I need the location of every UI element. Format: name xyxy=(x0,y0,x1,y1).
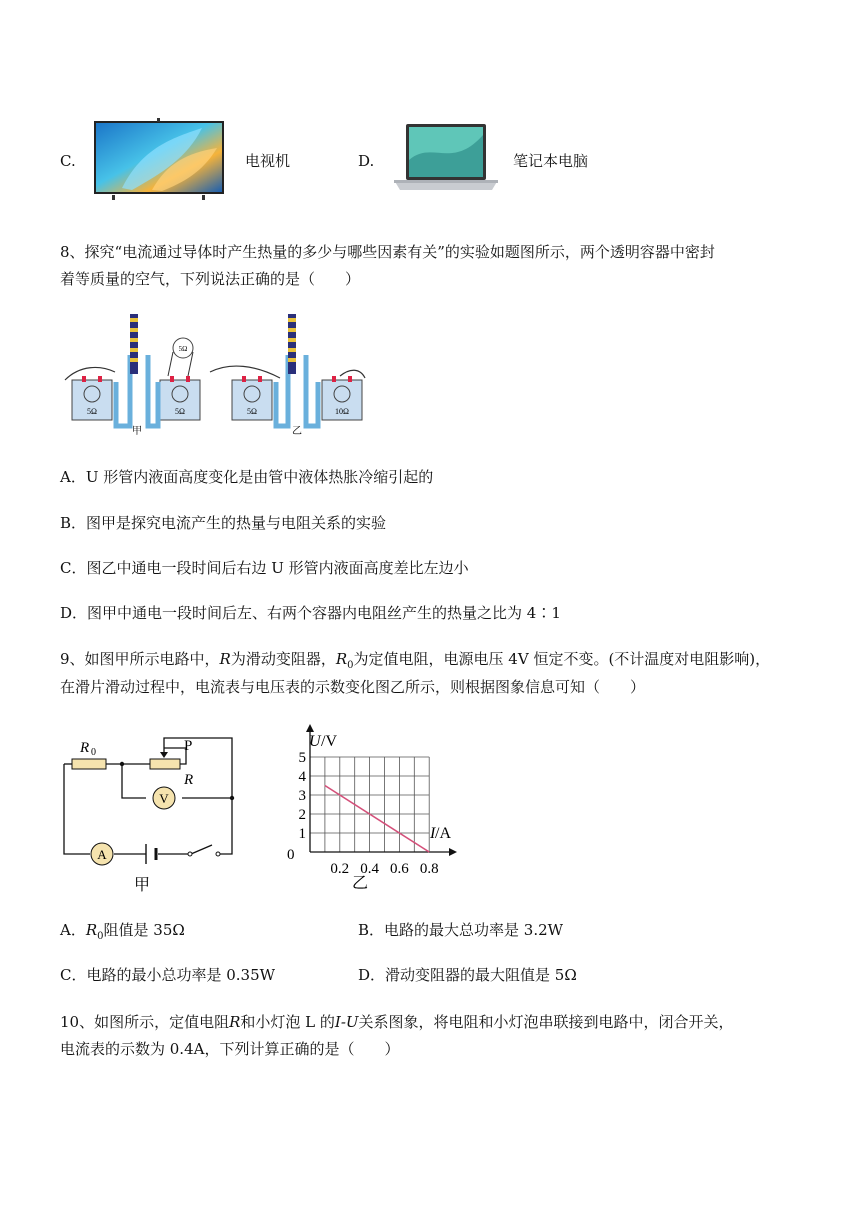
jia-right-resistor: 5Ω xyxy=(175,407,185,416)
q8-stem-line1: 8、探究“电流通过导体时产生热量的多少与哪些因素有关”的实验如题图所示，两个透明容器中密封 xyxy=(60,243,715,261)
tv-image xyxy=(92,118,226,202)
q9-stem-part3: 为定值电阻，电源电压 4V 恒定不变。(不计温度对电阻影响)， xyxy=(353,650,771,668)
q9-option-a-prefix: A． xyxy=(60,921,86,939)
ammeter-label: A xyxy=(97,847,107,862)
graph-y-tick-label: 3 xyxy=(298,788,306,804)
graph-origin: 0 xyxy=(287,847,295,863)
q9-option-a-text: 阻值是 35Ω xyxy=(103,921,185,939)
q7-option-c-text: 电视机 xyxy=(245,152,291,170)
jia-top-resistor: 5Ω xyxy=(178,345,188,353)
q10-stem-r: R xyxy=(229,1013,241,1031)
jia-caption: 甲 xyxy=(132,426,142,437)
q9-circuit xyxy=(60,728,250,893)
graph-x-tick-label: 0.4 xyxy=(360,861,379,877)
graph-y-label-unit: /V xyxy=(321,733,337,750)
jia-left-resistor: 5Ω xyxy=(87,407,97,416)
yi-caption: 乙 xyxy=(292,426,302,437)
graph-x-arrow xyxy=(449,848,457,856)
graph-x-tick-label: 0.6 xyxy=(390,861,409,877)
laptop-image xyxy=(392,120,500,200)
graph-x-tick-label: 0.2 xyxy=(330,861,350,877)
yi-left-resistor: 5Ω xyxy=(247,407,257,416)
q8-stem-line2: 着等质量的空气，下列说法正确的是（ ） xyxy=(60,270,361,288)
graph-x-tick-label: 0.8 xyxy=(419,861,439,877)
q7-option-d-letter: D. xyxy=(358,152,375,170)
q9-stem-line1 xyxy=(60,648,770,671)
q8-option-c: C．图乙中通电一段时间后右边 U 形管内液面高度差比左边小 xyxy=(60,559,469,577)
rheostat-label: R xyxy=(184,772,194,788)
q9-option-b: B．电路的最大总功率是 3.2W xyxy=(358,921,564,939)
q10-stem-iu: I-U xyxy=(334,1013,359,1031)
q10-stem-line2: 电流表的示数为 0.4A，下列计算正确的是（ ） xyxy=(60,1040,400,1058)
q9-option-a xyxy=(60,919,185,942)
q9-stem-part2: 为滑动变阻器， xyxy=(230,650,336,668)
r0-label: R xyxy=(80,740,90,756)
graph-y-tick-label: 1 xyxy=(298,826,306,842)
q10-stem-part2: 和小灯泡 L 的 xyxy=(240,1013,335,1031)
circuit-caption: 甲 xyxy=(133,877,151,893)
q9-option-c: C．电路的最小总功率是 0.35W xyxy=(60,966,276,984)
q8-option-d: D．图甲中通电一段时间后左、右两个容器内电阻丝产生的热量之比为 4∶1 xyxy=(60,604,561,622)
q10-stem-part1: 10、如图所示，定值电阻 xyxy=(60,1013,230,1031)
r0-label-sub: 0 xyxy=(91,747,96,758)
q9-graph xyxy=(280,718,460,893)
graph-grid xyxy=(310,757,429,852)
graph-series-line xyxy=(325,786,429,853)
graph-y-tick-label: 2 xyxy=(298,807,306,823)
voltmeter-label: V xyxy=(159,791,169,806)
graph-y-arrow xyxy=(306,724,314,732)
graph-y-label-var: U xyxy=(309,733,321,750)
q10-stem-part3: 关系图象，将电阻和小灯泡串联接到电路中，闭合开关， xyxy=(358,1013,734,1031)
q9-stem-r0: R xyxy=(335,650,348,668)
graph-caption: 乙 xyxy=(351,875,369,892)
yi-right-resistor: 10Ω xyxy=(335,407,349,416)
q8-option-b: B．图甲是探究电流产生的热量与电阻关系的实验 xyxy=(60,514,387,532)
q9-stem-r0-sub: 0 xyxy=(347,660,354,671)
q9-option-a-sub: 0 xyxy=(97,931,104,942)
q9-option-a-r: R xyxy=(85,921,98,939)
q7-option-c-letter: C. xyxy=(60,152,76,170)
q9-option-d: D．滑动变阻器的最大阻值是 5Ω xyxy=(358,966,577,984)
graph-x-label-unit: /A xyxy=(435,825,451,842)
graph-x-label-var: I xyxy=(430,825,436,842)
q9-stem-r: R xyxy=(219,650,231,668)
graph-y-tick-label: 5 xyxy=(298,750,306,766)
q8-option-a: A．U 形管内液面高度变化是由管中液体热胀冷缩引起的 xyxy=(60,468,434,486)
q9-stem-part1: 9、如图甲所示电路中， xyxy=(60,650,220,668)
q8-figure xyxy=(60,310,370,440)
graph-y-tick-label: 4 xyxy=(298,769,306,785)
q9-stem-line2: 在滑片滑动过程中，电流表与电压表的示数变化图乙所示，则根据图象信息可知（ ） xyxy=(60,678,646,696)
q10-stem-line1 xyxy=(60,1011,734,1032)
slider-p-label: P xyxy=(184,738,193,754)
q7-option-d-text: 笔记本电脑 xyxy=(513,152,589,170)
